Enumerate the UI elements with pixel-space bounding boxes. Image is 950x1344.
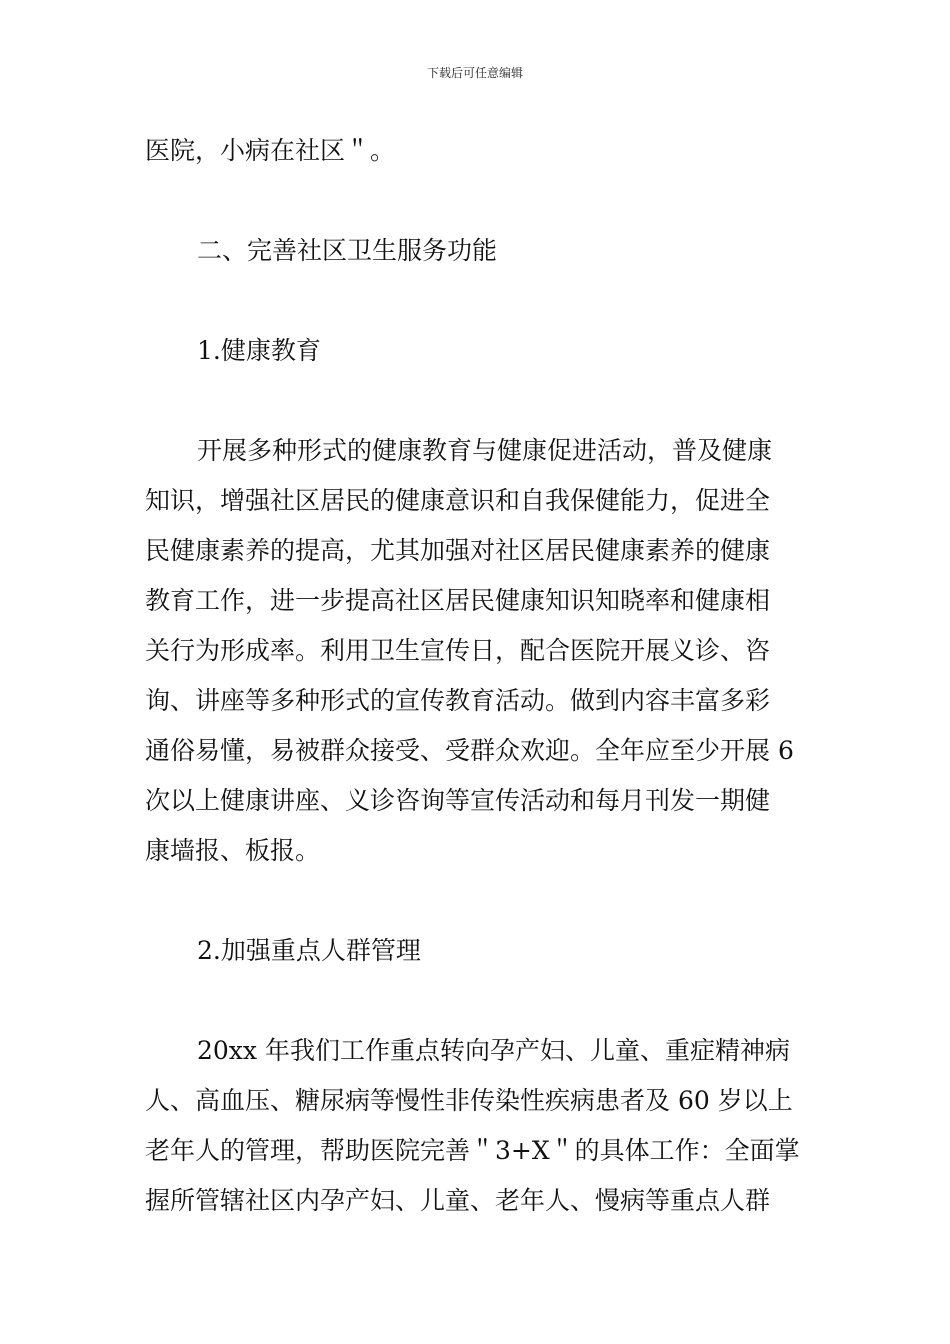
section-heading: 二、完善社区卫生服务功能	[197, 236, 498, 265]
paragraph-gap	[145, 376, 810, 426]
paragraph-line: 医院，小病在社区＂。	[145, 136, 396, 165]
page-header-note: 下载后可任意编辑	[426, 66, 523, 80]
subsection-heading-health-education: 1.健康教育	[197, 336, 321, 365]
paragraph-line: 次以上健康讲座、义诊咨询等宣传活动和每月刊发一期健	[145, 786, 771, 815]
paragraph-line: 开展多种形式的健康教育与健康促进活动，普及健康	[197, 436, 773, 465]
paragraph-gap	[145, 276, 810, 326]
subsection-heading-key-groups: 2.加强重点人群管理	[197, 936, 421, 965]
paragraph-gap	[145, 176, 810, 226]
paragraph-line: 知识，增强社区居民的健康意识和自我保健能力，促进全	[145, 486, 771, 515]
paragraph-line: 握所管辖社区内孕产妇、儿童、老年人、慢病等重点人群	[145, 1186, 771, 1215]
paragraph-gap	[145, 876, 810, 926]
paragraph-line: 20xx 年我们工作重点转向孕产妇、儿童、重症精神病	[197, 1036, 790, 1065]
paragraph-line: 教育工作，进一步提高社区居民健康知识知晓率和健康相	[145, 586, 771, 615]
paragraph-line: 民健康素养的提高，尤其加强对社区居民健康素养的健康	[145, 536, 771, 565]
paragraph-line: 关行为形成率。利用卫生宣传日，配合医院开展义诊、咨	[145, 636, 771, 665]
paragraph-gap	[145, 976, 810, 1026]
document-body	[145, 126, 810, 1226]
paragraph-line: 通俗易懂，易被群众接受、受群众欢迎。全年应至少开展 6	[145, 736, 794, 765]
paragraph-line: 询、讲座等多种形式的宣传教育活动。做到内容丰富多彩	[145, 686, 771, 715]
paragraph-line: 老年人的管理，帮助医院完善＂3+X＂的具体工作：全面掌	[145, 1136, 800, 1165]
paragraph-line: 康墙报、板报。	[145, 836, 321, 865]
paragraph-line: 人、高血压、糖尿病等慢性非传染性疾病患者及 60 岁以上	[145, 1086, 793, 1115]
